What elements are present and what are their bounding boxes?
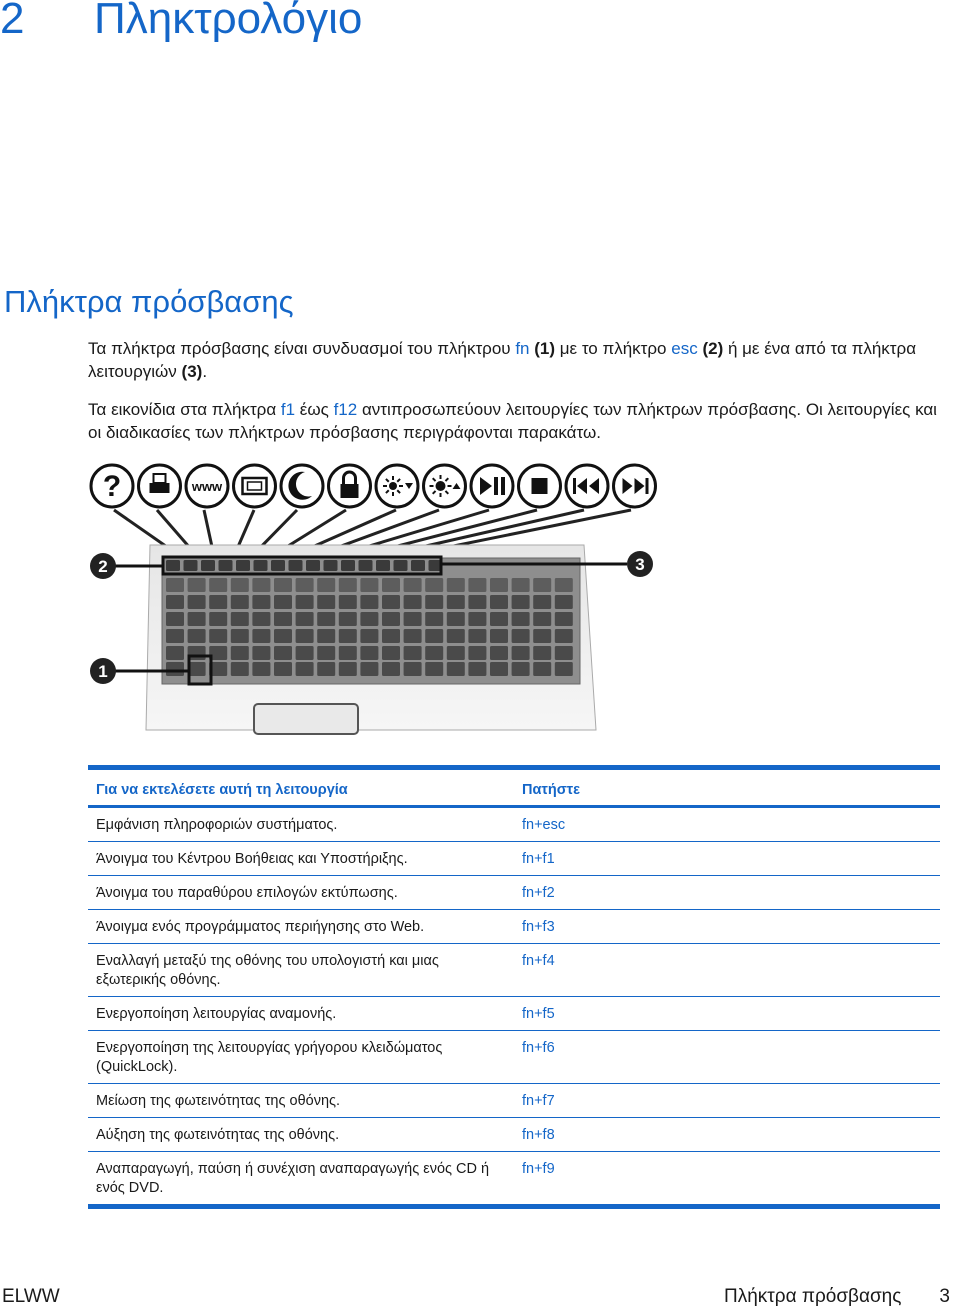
keyboard-key xyxy=(512,595,530,609)
function-description: Μείωση της φωτεινότητας της οθόνης. xyxy=(88,1084,514,1118)
function-description: Εναλλαγή μεταξύ της οθόνης του υπολογιστή και μιας εξωτερικής οθόνης. xyxy=(88,944,514,997)
hotkey-combo: fn+esc xyxy=(514,807,940,842)
keyboard-key xyxy=(306,560,320,571)
table-row xyxy=(88,1118,940,1152)
help-icon xyxy=(91,465,133,507)
keyboard-key xyxy=(317,595,335,609)
keyboard-key xyxy=(274,595,292,609)
keyboard-key xyxy=(339,612,357,626)
hotkey-combo: fn+f3 xyxy=(514,910,940,944)
function-description: Άνοιγμα του παραθύρου επιλογών εκτύπωσης. xyxy=(88,876,514,910)
printer-icon xyxy=(139,465,181,507)
keyboard-key xyxy=(512,578,530,592)
keyboard-key xyxy=(490,595,508,609)
keyboard-key xyxy=(382,629,400,643)
keyboard-key xyxy=(425,662,443,676)
keyboard-key xyxy=(296,662,314,676)
keyboard-key xyxy=(468,646,486,660)
keyboard-key xyxy=(447,595,465,609)
keyboard-key xyxy=(296,646,314,660)
keyboard-key xyxy=(339,629,357,643)
function-description: Άνοιγμα ενός προγράμματος περιήγησης στο Web. xyxy=(88,910,514,944)
keyboard-key xyxy=(252,629,270,643)
table-header-row xyxy=(88,768,940,807)
keyboard-key xyxy=(209,578,227,592)
keyboard-key xyxy=(533,595,551,609)
keyboard-key xyxy=(425,629,443,643)
keyboard-key xyxy=(447,629,465,643)
keyboard-key xyxy=(533,629,551,643)
keyboard-key xyxy=(201,560,215,571)
keyboard-illustration xyxy=(84,460,664,740)
keyboard-key xyxy=(555,629,573,643)
keyboard-key xyxy=(209,612,227,626)
keyboard-key xyxy=(296,595,314,609)
keyboard-key xyxy=(425,612,443,626)
keyboard-key xyxy=(252,595,270,609)
text-run: με το πλήκτρο xyxy=(555,339,672,358)
keyboard-key xyxy=(425,646,443,660)
table-row xyxy=(88,1084,940,1118)
chapter-title: Πληκτρολόγιο xyxy=(94,0,363,43)
text-run: Τα πλήκτρα πρόσβασης είναι συνδυασμοί του πλήκτρου xyxy=(88,339,516,358)
lock-icon xyxy=(329,465,371,507)
keyboard-key xyxy=(468,578,486,592)
keyboard-key xyxy=(555,646,573,660)
intro-paragraph-2 xyxy=(88,398,948,444)
keyboard-key xyxy=(166,662,184,676)
table-row xyxy=(88,842,940,876)
keyboard-key xyxy=(231,662,249,676)
keyboard-key xyxy=(339,662,357,676)
touchpad xyxy=(254,704,358,734)
keyboard-key xyxy=(360,595,378,609)
keyboard-key xyxy=(317,662,335,676)
keyboard-key xyxy=(404,629,422,643)
function-description: Ενεργοποίηση της λειτουργίας γρήγορου κλειδώματος (QuickLock). xyxy=(88,1031,514,1084)
svg-text:1: 1 xyxy=(98,662,108,681)
keyboard-key xyxy=(231,646,249,660)
text-run: έως xyxy=(295,400,334,419)
keyboard-key xyxy=(166,578,184,592)
keyboard-key xyxy=(490,578,508,592)
keyboard-key xyxy=(188,578,206,592)
keyboard-key xyxy=(533,646,551,660)
text-run: αντιπροσωπεύουν λειτουργίες των πλήκτρων πρόσβασης. Οι λειτουργίες και οι διαδικασίες των πλήκτρων πρόσβασης περιγράφονται παρακάτω. xyxy=(88,400,937,442)
hotkey-combo: fn+f9 xyxy=(514,1152,940,1207)
function-description: Άνοιγμα του Κέντρου Βοήθειας και Υποστήριξης. xyxy=(88,842,514,876)
keyboard-key xyxy=(252,612,270,626)
table-row xyxy=(88,910,940,944)
keyboard-key xyxy=(533,612,551,626)
keyboard-key xyxy=(296,578,314,592)
hotkey-combo: fn+f8 xyxy=(514,1118,940,1152)
keyboard-key xyxy=(296,629,314,643)
brightness-up-icon xyxy=(424,465,466,507)
next-track-icon xyxy=(614,465,656,507)
hotkey-combo: fn+f7 xyxy=(514,1084,940,1118)
keyboard-key xyxy=(468,662,486,676)
footer-left: ELWW xyxy=(2,1286,60,1307)
keyboard-key xyxy=(359,560,373,571)
keyboard-key xyxy=(447,662,465,676)
keyboard-key xyxy=(188,595,206,609)
keyboard-key xyxy=(231,612,249,626)
keyboard-key xyxy=(252,646,270,660)
keyboard-key xyxy=(490,662,508,676)
play-pause-icon xyxy=(471,465,513,507)
keyboard-key xyxy=(166,595,184,609)
keyboard-key xyxy=(188,629,206,643)
keyboard-key xyxy=(317,578,335,592)
keyboard-key xyxy=(512,662,530,676)
keyboard-key xyxy=(166,612,184,626)
keyboard-key xyxy=(296,612,314,626)
function-description: Ενεργοποίηση λειτουργίας αναμονής. xyxy=(88,997,514,1031)
keyboard-key xyxy=(404,662,422,676)
hotkey-combo: fn+f4 xyxy=(514,944,940,997)
keyboard-key xyxy=(252,662,270,676)
keyboard-key xyxy=(184,560,198,571)
keyboard-key xyxy=(382,646,400,660)
table-body xyxy=(88,807,940,1207)
keyboard-key xyxy=(512,646,530,660)
keyboard-key xyxy=(166,646,184,660)
keyboard-key xyxy=(339,646,357,660)
chapter-number: 2 xyxy=(0,0,25,43)
key-name: f12 xyxy=(333,400,358,419)
function-icons-row xyxy=(91,465,656,507)
text-run: . xyxy=(202,362,208,381)
keyboard-key xyxy=(533,578,551,592)
keyboard-key xyxy=(468,629,486,643)
keyboard-key xyxy=(360,578,378,592)
keyboard-key xyxy=(317,612,335,626)
table-row xyxy=(88,876,940,910)
hotkey-combo: fn+f2 xyxy=(514,876,940,910)
hotkey-combo: fn+f1 xyxy=(514,842,940,876)
keyboard-key xyxy=(555,578,573,592)
callout-ref: (1) xyxy=(534,339,556,358)
keyboard-key xyxy=(382,662,400,676)
callout-ref: (3) xyxy=(181,362,203,381)
keyboard-key xyxy=(252,578,270,592)
keyboard-key xyxy=(404,578,422,592)
section-title: Πλήκτρα πρόσβασης xyxy=(4,284,294,319)
svg-text:2: 2 xyxy=(98,557,108,576)
table-row xyxy=(88,1031,940,1084)
keyboard-key xyxy=(236,560,250,571)
keyboard-key xyxy=(382,612,400,626)
keyboard-key xyxy=(468,595,486,609)
keyboard-key xyxy=(382,595,400,609)
function-description: Εμφάνιση πληροφοριών συστήματος. xyxy=(88,807,514,842)
keyboard-key xyxy=(339,595,357,609)
chapter-heading xyxy=(0,0,362,44)
keyboard-key xyxy=(341,560,355,571)
keyboard-key xyxy=(360,612,378,626)
keyboard-key xyxy=(317,646,335,660)
function-description: Αύξηση της φωτεινότητας της οθόνης. xyxy=(88,1118,514,1152)
footer-section: Πλήκτρα πρόσβασης xyxy=(723,1286,902,1307)
hotkey-combo: fn+f6 xyxy=(514,1031,940,1084)
stop-icon xyxy=(519,465,561,507)
text-run: ή με ένα από τα πλήκτρα λειτουργιών xyxy=(88,339,917,381)
table-row xyxy=(88,1152,940,1207)
keyboard-key xyxy=(533,662,551,676)
hotkey-table xyxy=(88,765,940,1209)
keyboard-key xyxy=(512,612,530,626)
keyboard-key xyxy=(219,560,233,571)
function-description: Αναπαραγωγή, παύση ή συνέχιση αναπαραγωγής ενός CD ή ενός DVD. xyxy=(88,1152,514,1207)
keyboard-key xyxy=(231,629,249,643)
keyboard-key xyxy=(360,629,378,643)
keyboard-key xyxy=(339,578,357,592)
svg-text:www: www xyxy=(191,479,223,494)
keyboard-key xyxy=(512,629,530,643)
keyboard-key xyxy=(404,646,422,660)
keyboard-key xyxy=(324,560,338,571)
keyboard-key xyxy=(360,646,378,660)
footer-right xyxy=(724,1286,950,1308)
column-header-press: Πατήστε xyxy=(522,782,580,798)
keyboard-key xyxy=(555,595,573,609)
keyboard-key xyxy=(274,612,292,626)
key-name: f1 xyxy=(280,400,296,419)
keyboard-key xyxy=(447,578,465,592)
keyboard-key xyxy=(447,612,465,626)
keyboard-key xyxy=(394,560,408,571)
page-number: 3 xyxy=(939,1286,950,1307)
keyboard-key xyxy=(166,629,184,643)
keyboard-key xyxy=(274,629,292,643)
keyboard-key xyxy=(382,578,400,592)
keyboard-key xyxy=(360,662,378,676)
column-header-function: Για να εκτελέσετε αυτή τη λειτουργία xyxy=(96,782,348,798)
callout-ref: (2) xyxy=(702,339,724,358)
keyboard-key xyxy=(274,578,292,592)
keyboard-key xyxy=(411,560,425,571)
keyboard-key xyxy=(425,578,443,592)
keyboard-key xyxy=(425,595,443,609)
previous-track-icon xyxy=(566,465,608,507)
keyboard-key xyxy=(209,595,227,609)
keyboard-key xyxy=(188,612,206,626)
keyboard-key xyxy=(231,578,249,592)
keyboard-key xyxy=(274,662,292,676)
keyboard-key xyxy=(231,595,249,609)
key-name: fn xyxy=(515,339,530,358)
keyboard-key xyxy=(490,612,508,626)
key-name: esc xyxy=(671,339,698,358)
keyboard-key xyxy=(289,560,303,571)
keyboard-key xyxy=(271,560,285,571)
brightness-down-icon xyxy=(376,465,418,507)
display-switch-icon xyxy=(234,465,276,507)
text-run: Τα εικονίδια στα πλήκτρα xyxy=(88,400,281,419)
keyboard-key xyxy=(209,629,227,643)
svg-text:?: ? xyxy=(102,470,122,503)
keyboard-key xyxy=(166,560,180,571)
keyboard-key xyxy=(274,646,292,660)
keyboard-key xyxy=(555,662,573,676)
keyboard-key xyxy=(317,629,335,643)
hotkey-combo: fn+f5 xyxy=(514,997,940,1031)
table-row xyxy=(88,807,940,842)
table-row xyxy=(88,997,940,1031)
keyboard-key xyxy=(555,612,573,626)
keyboard-key xyxy=(468,612,486,626)
keyboard-key xyxy=(447,646,465,660)
svg-text:3: 3 xyxy=(635,555,645,574)
moon-icon xyxy=(281,465,323,507)
www-icon xyxy=(186,465,228,507)
keyboard-key xyxy=(490,629,508,643)
keyboard-key xyxy=(376,560,390,571)
keyboard-key xyxy=(254,560,268,571)
keyboard-key xyxy=(404,612,422,626)
keyboard-key xyxy=(490,646,508,660)
intro-paragraph-1 xyxy=(88,337,948,383)
keyboard-key xyxy=(404,595,422,609)
table-row xyxy=(88,944,940,997)
